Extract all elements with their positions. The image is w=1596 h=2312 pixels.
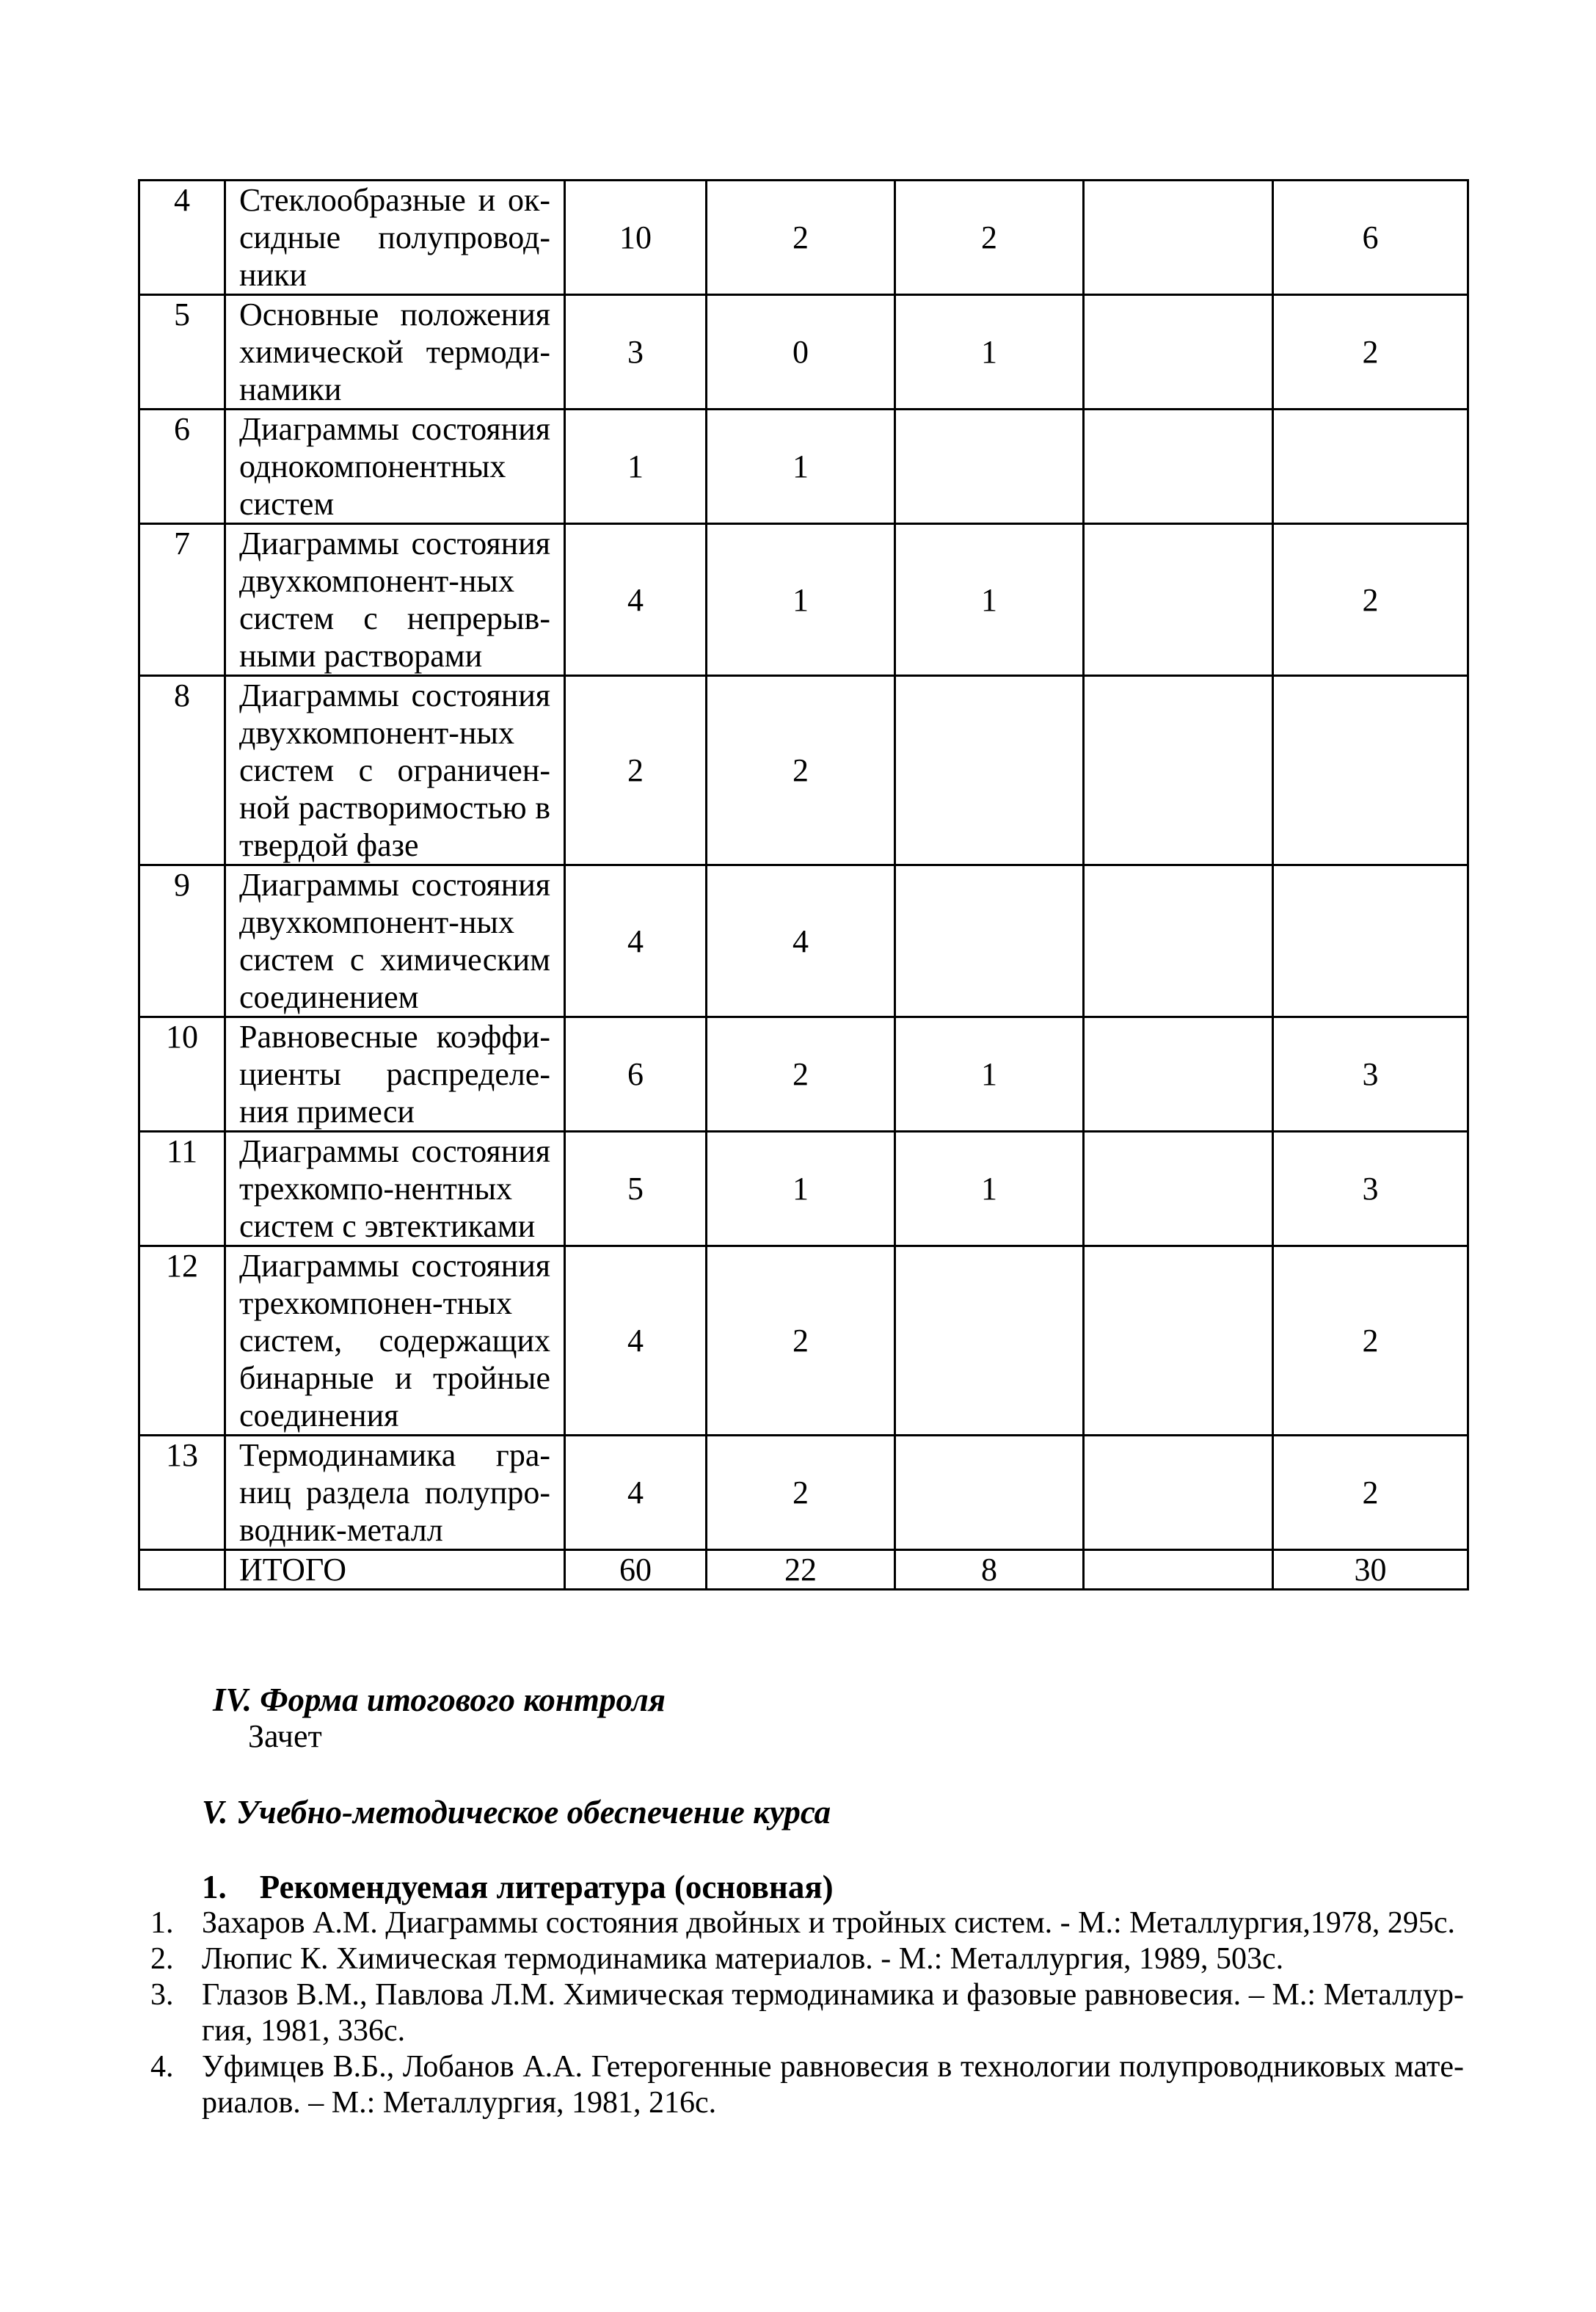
topic-line: систем с непрерыв- xyxy=(239,600,550,636)
topic-line: трехкомпонен-тных xyxy=(239,1285,513,1321)
topic-line: двухкомпонент-ных xyxy=(239,904,514,940)
hours-practice xyxy=(895,1436,1084,1550)
hours-lab xyxy=(1084,181,1273,295)
topic-cell xyxy=(225,1246,565,1436)
hours-total: 2 xyxy=(565,676,707,865)
hours-practice: 1 xyxy=(895,1017,1084,1132)
hours-practice xyxy=(895,410,1084,524)
hours-total: 5 xyxy=(565,1132,707,1246)
topic-line: систем xyxy=(239,486,335,522)
total-lab xyxy=(1084,1550,1273,1590)
total-lectures: 22 xyxy=(707,1550,895,1590)
literature-heading: 1. Рекомендуемая литература (основная) xyxy=(202,1869,834,1905)
total-self-study: 30 xyxy=(1273,1550,1468,1590)
topic-cell xyxy=(225,676,565,865)
hours-total: 4 xyxy=(565,1246,707,1436)
table-row xyxy=(139,1017,1468,1132)
hours-lectures: 1 xyxy=(707,524,895,676)
reference-line: гия, 1981, 336с. xyxy=(202,2014,406,2048)
hours-lectures: 2 xyxy=(707,1436,895,1550)
reference-item xyxy=(150,2049,1471,2121)
table-row xyxy=(139,524,1468,676)
reference-text xyxy=(202,1941,1464,1977)
hours-lab xyxy=(1084,1436,1273,1550)
topic-line: водник-металл xyxy=(239,1512,443,1548)
total-practice: 8 xyxy=(895,1550,1084,1590)
hours-self-study: 2 xyxy=(1273,1436,1468,1550)
topic-cell xyxy=(225,295,565,410)
topic-cell xyxy=(225,865,565,1017)
reference-number: 1. xyxy=(150,1906,174,1940)
table-row xyxy=(139,410,1468,524)
hours-self-study: 2 xyxy=(1273,295,1468,410)
topic-line: Термодинамика гра- xyxy=(239,1437,550,1473)
hours-lab xyxy=(1084,676,1273,865)
total-hours: 60 xyxy=(565,1550,707,1590)
topic-line: систем с эвтектиками xyxy=(239,1208,536,1244)
reference-number: 2. xyxy=(150,1942,174,1976)
hours-self-study: 2 xyxy=(1273,524,1468,676)
hours-self-study xyxy=(1273,865,1468,1017)
topic-cell xyxy=(225,1132,565,1246)
topic-line: Диаграммы состояния xyxy=(239,526,550,561)
topic-line: химической термоди- xyxy=(239,334,550,370)
hours-total: 1 xyxy=(565,410,707,524)
hours-lab xyxy=(1084,1246,1273,1436)
hours-total: 3 xyxy=(565,295,707,410)
topic-line: соединения xyxy=(239,1397,399,1433)
table-row xyxy=(139,1436,1468,1550)
hours-self-study: 3 xyxy=(1273,1132,1468,1246)
topic-cell xyxy=(225,1017,565,1132)
topic-line: Основные положения xyxy=(239,297,550,332)
hours-lectures: 2 xyxy=(707,676,895,865)
topic-line: систем с химическим xyxy=(239,942,550,978)
topic-line: Диаграммы состояния xyxy=(239,1248,550,1284)
topic-line: Равновесные коэффи- xyxy=(239,1019,550,1055)
reference-text xyxy=(202,2049,1464,2121)
topic-cell xyxy=(225,524,565,676)
hours-practice xyxy=(895,676,1084,865)
reference-text xyxy=(202,1977,1464,2049)
hours-practice: 1 xyxy=(895,1132,1084,1246)
topic-line: двухкомпонент-ных xyxy=(239,563,514,599)
hours-lab xyxy=(1084,865,1273,1017)
hours-lab xyxy=(1084,295,1273,410)
table-row xyxy=(139,181,1468,295)
topic-line: Диаграммы состояния xyxy=(239,411,550,447)
hours-total: 10 xyxy=(565,181,707,295)
hours-self-study xyxy=(1273,676,1468,865)
topic-line: Стеклообразные и ок- xyxy=(239,182,550,218)
reference-line: Уфимцев В.Б., Лобанов А.А. Гетерогенные равновесия в технологии полупроводниковых мате- xyxy=(202,2050,1464,2084)
table-body xyxy=(139,181,1468,1590)
topic-line: твердой фазе xyxy=(239,827,419,863)
hours-lectures: 1 xyxy=(707,1132,895,1246)
hours-lectures: 4 xyxy=(707,865,895,1017)
section-4-heading: IV. Форма итогового контроля xyxy=(213,1682,666,1718)
topic-line: намики xyxy=(239,371,342,407)
hours-total: 6 xyxy=(565,1017,707,1132)
table-row xyxy=(139,676,1468,865)
hours-lectures: 2 xyxy=(707,1017,895,1132)
hours-practice: 1 xyxy=(895,295,1084,410)
topic-line: соединением xyxy=(239,979,419,1015)
topic-line: однокомпонентных xyxy=(239,448,506,484)
row-number: 11 xyxy=(139,1132,225,1246)
topic-line: ниц раздела полупро- xyxy=(239,1475,550,1511)
hours-lab xyxy=(1084,410,1273,524)
row-number: 9 xyxy=(139,865,225,1017)
reference-line: Глазов В.М., Павлова Л.М. Химическая термодинамика и фазовые равновесия. – М.: Металлур- xyxy=(202,1978,1464,2012)
topic-line: циенты распределе- xyxy=(239,1056,550,1092)
topic-line: ной растворимостью в xyxy=(239,790,550,826)
reference-number: 4. xyxy=(150,2050,174,2084)
row-number: 12 xyxy=(139,1246,225,1436)
table-row xyxy=(139,1246,1468,1436)
topic-line: двухкомпонент-ных xyxy=(239,715,514,751)
hours-total: 4 xyxy=(565,524,707,676)
reference-number: 3. xyxy=(150,1978,174,2012)
total-row xyxy=(139,1550,1468,1590)
topic-line: Диаграммы состояния xyxy=(239,867,550,903)
topic-line: ники xyxy=(239,257,307,293)
hours-total: 4 xyxy=(565,865,707,1017)
reference-line: Люпис К. Химическая термодинамика материалов. - М.: Металлургия, 1989, 503с. xyxy=(202,1942,1284,1976)
topic-line: трехкомпо-нентных xyxy=(239,1171,513,1207)
row-number: 8 xyxy=(139,676,225,865)
hours-practice xyxy=(895,1246,1084,1436)
reference-text xyxy=(202,1905,1464,1941)
row-number: 13 xyxy=(139,1436,225,1550)
topic-line: ными растворами xyxy=(239,638,483,674)
hours-lab xyxy=(1084,524,1273,676)
hours-practice: 2 xyxy=(895,181,1084,295)
hours-self-study: 2 xyxy=(1273,1246,1468,1436)
reference-item xyxy=(150,1941,1471,1977)
hours-self-study xyxy=(1273,410,1468,524)
topic-line: ния примеси xyxy=(239,1094,415,1130)
total-row-number xyxy=(139,1550,225,1590)
hours-lectures: 2 xyxy=(707,181,895,295)
total-label: ИТОГО xyxy=(225,1550,565,1590)
table-row xyxy=(139,295,1468,410)
topic-line: систем, содержащих xyxy=(239,1323,550,1359)
topic-line: систем с ограничен- xyxy=(239,752,550,788)
hours-lectures: 1 xyxy=(707,410,895,524)
reference-item xyxy=(150,1905,1471,1941)
topic-cell xyxy=(225,410,565,524)
row-number: 5 xyxy=(139,295,225,410)
hours-total: 4 xyxy=(565,1436,707,1550)
table-row xyxy=(139,865,1468,1017)
hours-self-study: 6 xyxy=(1273,181,1468,295)
hours-practice xyxy=(895,865,1084,1017)
hours-lectures: 0 xyxy=(707,295,895,410)
table-row xyxy=(139,1132,1468,1246)
topic-line: сидные полупровод- xyxy=(239,219,550,255)
section-5-heading: V. Учебно-методическое обеспечение курса xyxy=(202,1794,831,1831)
row-number: 7 xyxy=(139,524,225,676)
topic-cell xyxy=(225,181,565,295)
topic-line: Диаграммы состояния xyxy=(239,1133,550,1169)
reference-item xyxy=(150,1977,1471,2049)
row-number: 4 xyxy=(139,181,225,295)
row-number: 10 xyxy=(139,1017,225,1132)
reference-line: Захаров А.М. Диаграммы состояния двойных и тройных систем. - М.: Металлургия,1978, 295с. xyxy=(202,1906,1456,1940)
row-number: 6 xyxy=(139,410,225,524)
hours-lab xyxy=(1084,1017,1273,1132)
hours-lab xyxy=(1084,1132,1273,1246)
topic-cell xyxy=(225,1436,565,1550)
hours-lectures: 2 xyxy=(707,1246,895,1436)
topic-line: Диаграммы состояния xyxy=(239,677,550,713)
syllabus-table xyxy=(138,179,1469,1591)
hours-practice: 1 xyxy=(895,524,1084,676)
control-form-text: Зачет xyxy=(248,1718,322,1754)
reference-line: риалов. – М.: Металлургия, 1981, 216с. xyxy=(202,2086,717,2120)
hours-self-study: 3 xyxy=(1273,1017,1468,1132)
topic-line: бинарные и тройные xyxy=(239,1360,550,1396)
